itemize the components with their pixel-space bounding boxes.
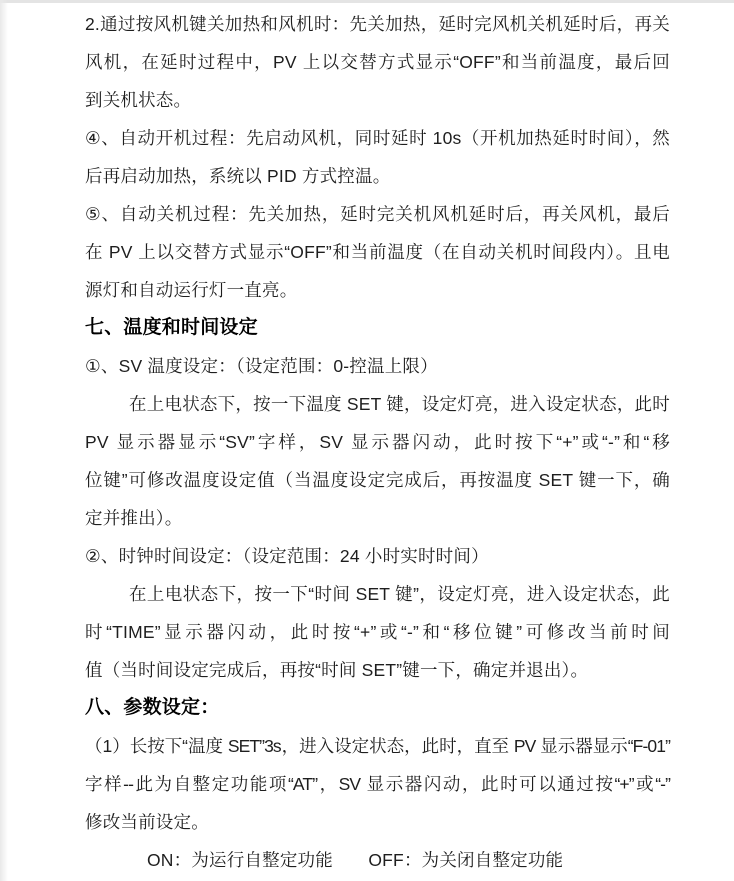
- text-line: 源灯和自动运行灯一直亮。: [85, 280, 298, 300]
- text-line: ②、时钟时间设定：（设定范围：24 小时实时时间）: [85, 546, 489, 566]
- text-line: ON：为运行自整定功能 OFF：为关闭自整定功能: [147, 850, 564, 870]
- text-line: 在上电状态下，按一下“时间 SET 键”，设定灯亮，进入设定状态，此: [129, 584, 670, 604]
- text-line: 风机，在延时过程中，PV 上以交替方式显示“OFF”和当前温度，最后回: [85, 52, 670, 72]
- text-line: ⑤、自动关机过程：先关加热，延时完关机风机延时后，再关风机，最后: [85, 204, 670, 224]
- text-line: 在 PV 上以交替方式显示“OFF”和当前温度（在自动关机时间段内）。且电: [85, 242, 670, 262]
- text-line: 后再启动加热，系统以 PID 方式控温。: [85, 166, 391, 186]
- text-line: ④、自动开机过程：先启动风机，同时延时 10s（开机加热延时时间），然: [85, 128, 670, 148]
- page-left-edge-shade: [0, 0, 8, 881]
- text-line: 字样--此为自整定功能项“AT”，SV 显示器闪动，此时可以通过按“+”或“-”: [85, 774, 670, 794]
- text-line: 到关机状态。: [85, 90, 192, 110]
- document-content: [85, 5, 670, 879]
- section-heading: 八、参数设定：: [85, 697, 220, 718]
- page-top-border: [0, 0, 734, 3]
- text-line: 位键”可修改温度设定值（当温度设定完成后，再按温度 SET 键一下，确: [85, 470, 670, 490]
- text-line: 定并推出）。: [85, 508, 183, 528]
- text-line: 值（当时间设定完成后，再按“时间 SET”键一下，确定并退出）。: [85, 660, 589, 680]
- text-line: 在上电状态下，按一下温度 SET 键，设定灯亮，进入设定状态，此时: [129, 394, 670, 414]
- section-heading: 七、温度和时间设定: [85, 317, 258, 338]
- text-line: ①、SV 温度设定：（设定范围：0-控温上限）: [85, 356, 438, 376]
- text-line: 2.通过按风机键关加热和风机时：先关加热，延时完风机关机延时后，再关: [85, 14, 670, 34]
- text-line: PV 显示器显示“SV”字样，SV 显示器闪动，此时按下“+”或“-”和“移: [85, 432, 670, 452]
- text-line: （1）长按下“温度 SET”3s，进入设定状态，此时，直至 PV 显示器显示“F-01”: [85, 736, 670, 756]
- text-line: 时“TIME”显示器闪动，此时按“+”或“-”和“移位键”可修改当前时间: [85, 622, 670, 642]
- text-line: 修改当前设定。: [85, 812, 209, 832]
